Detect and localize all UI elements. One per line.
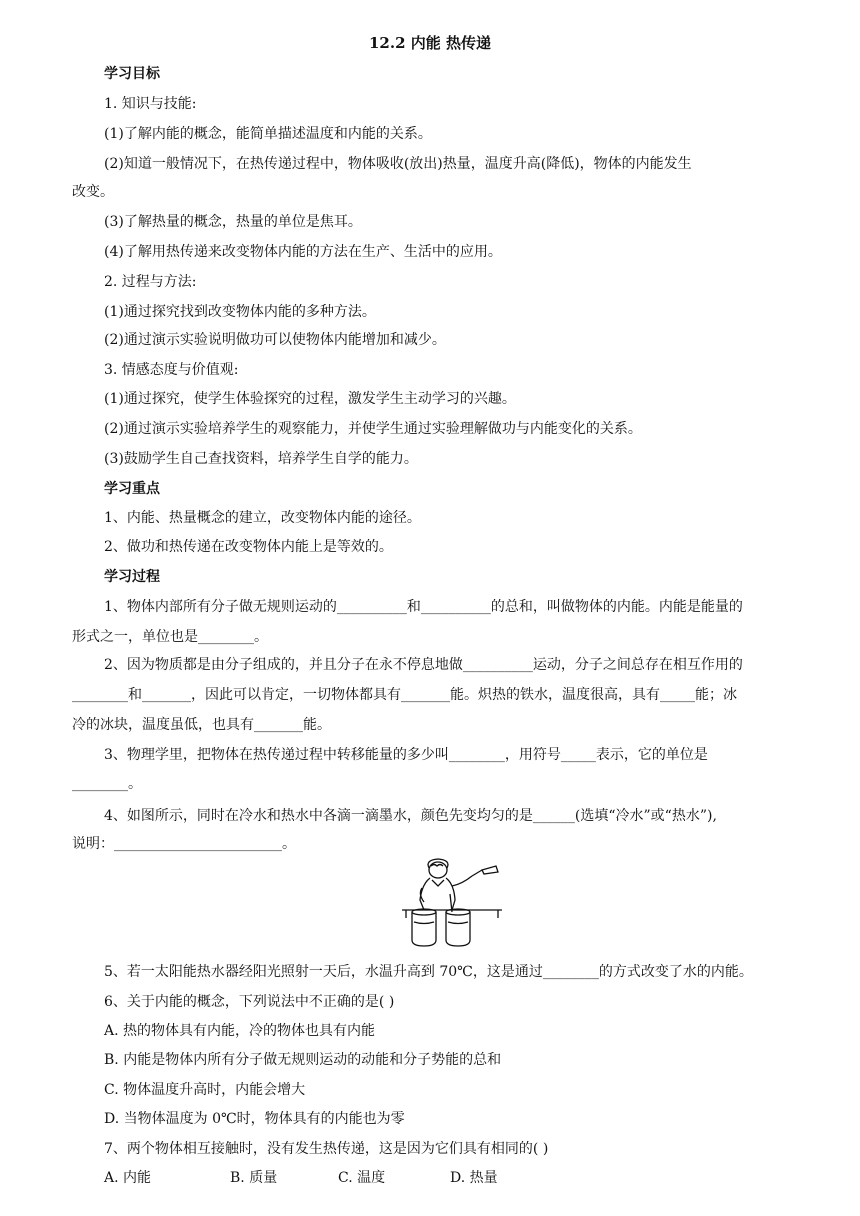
objective-section-2: 2. 过程与方法: xyxy=(104,274,197,290)
question-1-continued: 形式之一，单位也是________。 xyxy=(72,629,268,645)
key-point-item: 2、做功和热传递在改变物体内能上是等效的。 xyxy=(104,539,393,555)
objective-item: (2)通过演示实验说明做功可以使物体内能增加和减少。 xyxy=(104,332,446,348)
question-3-continued: ________。 xyxy=(72,776,142,792)
question-6-option-a: A. 热的物体具有内能，冷的物体也具有内能 xyxy=(104,1023,376,1039)
objective-item-continued: 改变。 xyxy=(72,184,114,200)
objective-item: (2)知道一般情况下，在热传递过程中，物体吸收(放出)热量，温度升高(降低)，物体的内能发生 xyxy=(104,156,692,172)
question-6-option-c: C. 物体温度升高时，内能会增大 xyxy=(104,1082,306,1098)
question-4: 4、如图所示，同时在冷水和热水中各滴一滴墨水，颜色先变均匀的是______(选填“冷水”或“热水”), xyxy=(104,808,717,824)
process-heading: 学习过程 xyxy=(104,569,160,585)
question-1: 1、物体内部所有分子做无规则运动的__________和__________的总和，叫做物体的内能。内能是能量的 xyxy=(104,599,743,615)
question-7-option-b: B. 质量 xyxy=(230,1170,278,1186)
question-2-continued: ________和_______，因此可以肯定，一切物体都具有_______能。炽热的铁水，温度很高，具有_____能；冰 xyxy=(72,687,737,703)
objective-item: (4)了解用热传递来改变物体内能的方法在生产、生活中的应用。 xyxy=(104,244,502,260)
question-2-continued: 冷的冰块，温度虽低，也具有_______能。 xyxy=(72,717,331,733)
objective-item: (3)鼓励学生自己查找资料，培养学生自学的能力。 xyxy=(104,451,418,467)
objective-item: (2)通过演示实验培养学生的观察能力，并使学生通过实验理解做功与内能变化的关系。 xyxy=(104,421,642,437)
question-7-option-c: C. 温度 xyxy=(338,1170,386,1186)
person-hair xyxy=(428,859,448,868)
page-title: 12.2 内能 热传递 xyxy=(369,34,491,52)
ink-diffusion-figure xyxy=(398,858,508,950)
question-6: 6、关于内能的概念，下列说法中不正确的是( ) xyxy=(104,994,395,1010)
dropper-box xyxy=(482,866,498,874)
objective-item: (1)了解内能的概念，能简单描述温度和内能的关系。 xyxy=(104,126,432,142)
key-points-heading: 学习重点 xyxy=(104,481,160,497)
key-point-item: 1、内能、热量概念的建立，改变物体内能的途径。 xyxy=(104,510,421,526)
objective-item: (1)通过探究找到改变物体内能的多种方法。 xyxy=(104,304,376,320)
objective-section-3: 3. 情感态度与价值观: xyxy=(104,362,239,378)
hot-water-beaker xyxy=(446,912,470,946)
question-6-option-d: D. 当物体温度为 0℃时，物体具有的内能也为零 xyxy=(104,1111,405,1127)
question-6-option-b: B. 内能是物体内所有分子做无规则运动的动能和分子势能的总和 xyxy=(104,1052,502,1068)
question-2: 2、因为物质都是由分子组成的，并且分子在永不停息地做__________运动，分子之间总存在相互作用的 xyxy=(104,657,743,673)
question-7-option-a: A. 内能 xyxy=(104,1170,152,1186)
person-body xyxy=(420,878,455,910)
objectives-heading: 学习目标 xyxy=(104,66,160,82)
objective-section-1: 1. 知识与技能: xyxy=(104,96,197,112)
question-5: 5、若一太阳能热水器经阳光照射一天后，水温升高到 70℃，这是通过________的方式改变了水的内能。 xyxy=(104,964,753,980)
objective-item: (1)通过探究，使学生体验探究的过程，激发学生主动学习的兴趣。 xyxy=(104,391,516,407)
objective-item: (3)了解热量的概念，热量的单位是焦耳。 xyxy=(104,214,362,230)
question-4-continued: 说明：________________________。 xyxy=(72,836,296,852)
question-3: 3、物理学里，把物体在热传递过程中转移能量的多少叫________，用符号_____表示，它的单位是 xyxy=(104,747,708,763)
cold-water-beaker xyxy=(412,912,436,946)
question-7-option-d: D. 热量 xyxy=(450,1170,498,1186)
question-7: 7、两个物体相互接触时，没有发生热传递，这是因为它们具有相同的( ) xyxy=(104,1141,549,1157)
